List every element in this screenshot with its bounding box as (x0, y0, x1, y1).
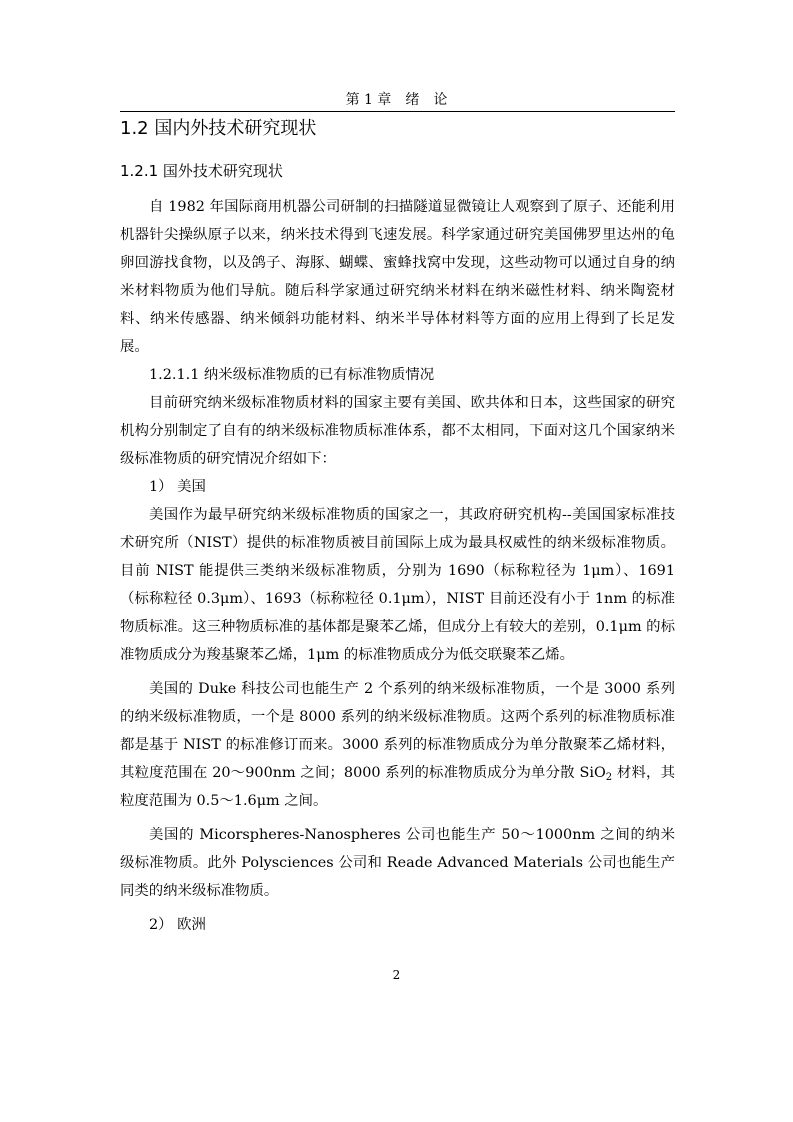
body-text (120, 193, 675, 939)
list-item-usa: 1） 美国 (149, 479, 206, 495)
paragraph-intro: 自 1982 年国际商用机器公司研制的扫描隧道显微镜让人观察到了原子、还能利用机器针尖操纵原子以来，纳米技术得到飞速发展。科学家通过研究美国佛罗里达州的龟卵回游找食物，以及鸽子、海豚、蝴蝶、蜜蜂找窝中发现，这些动物可以通过自身的纳米材料物质为他们导航。随后科学家通过研究纳米材料在纳米磁性材料、纳米陶瓷材料、纳米传感器、纳米倾斜功能材料、纳米半导体材料等方面的应用上得到了长足发展。 (120, 199, 675, 355)
page-number: 2 (392, 968, 401, 982)
paragraph-nist: 美国作为最早研究纳米级标准物质的国家之一，其政府研究机构--美国国家标准技术研究所（NIST）提供的标准物质被目前国际上成为最具权威性的纳米级标准物质。目前 NIST 能提供三类纳米级标准物质，分别为 1690（标称粒径为 1μm）、1691（标称粒径 0.3μm）、1693（标称粒径 0.1μm），NIST 目前还没有小于 1nm 的标准物质标准。这三种物质标准的基体都是聚苯乙烯，但成分上有较大的差别，0.1μm 的标准物质成分为羧基聚苯乙烯，1μm 的标准物质成分为低交联聚苯乙烯。 (120, 507, 675, 663)
subsubsection-title: 1.2.1.1 纳米级标准物质的已有标准物质情况 (149, 367, 435, 383)
running-header: 第 1 章 绪 论 (345, 92, 448, 108)
paragraph-duke-text-a: 美国的 Duke 科技公司也能生产 2 个系列的纳米级标准物质，一个是 3000 系列的纳米级标准物质，一个是 8000 系列的纳米级标准物质。这两个系列的标准物质标准都是基于 NIST 的标准修订而来。3000 系列的标准物质成分为单分散聚苯乙烯材料，其粒度范围在 20～900nm 之间；8000 系列的标准物质成分为单分散 SiO (120, 681, 675, 781)
section-title: 1.2 国内外技术研究现状 (120, 118, 317, 139)
list-item-europe: 2） 欧洲 (149, 917, 206, 933)
subscript-two: 2 (605, 772, 613, 783)
subsection-title: 1.2.1 国外技术研究现状 (120, 162, 283, 180)
paragraph-overview: 目前研究纳米级标准物质材料的国家主要有美国、欧共体和日本，这些国家的研究机构分别制定了自有的纳米级标准物质标准体系，都不太相同，下面对这几个国家纳米级标准物质的研究情况介绍如下： (120, 395, 675, 467)
header-rule (120, 111, 675, 112)
paragraph-microspheres: 美国的 Micorspheres-Nanospheres 公司也能生产 50～1000nm 之间的纳米级标准物质。此外 Polysciences 公司和 Reade Advanced Materials 公司也能生产同类的纳米级标准物质。 (120, 827, 675, 899)
paragraph-duke-text-b: 材料，其粒度范围为 0.5～1.6μm 之间。 (120, 765, 676, 809)
paragraph-duke (120, 675, 675, 815)
